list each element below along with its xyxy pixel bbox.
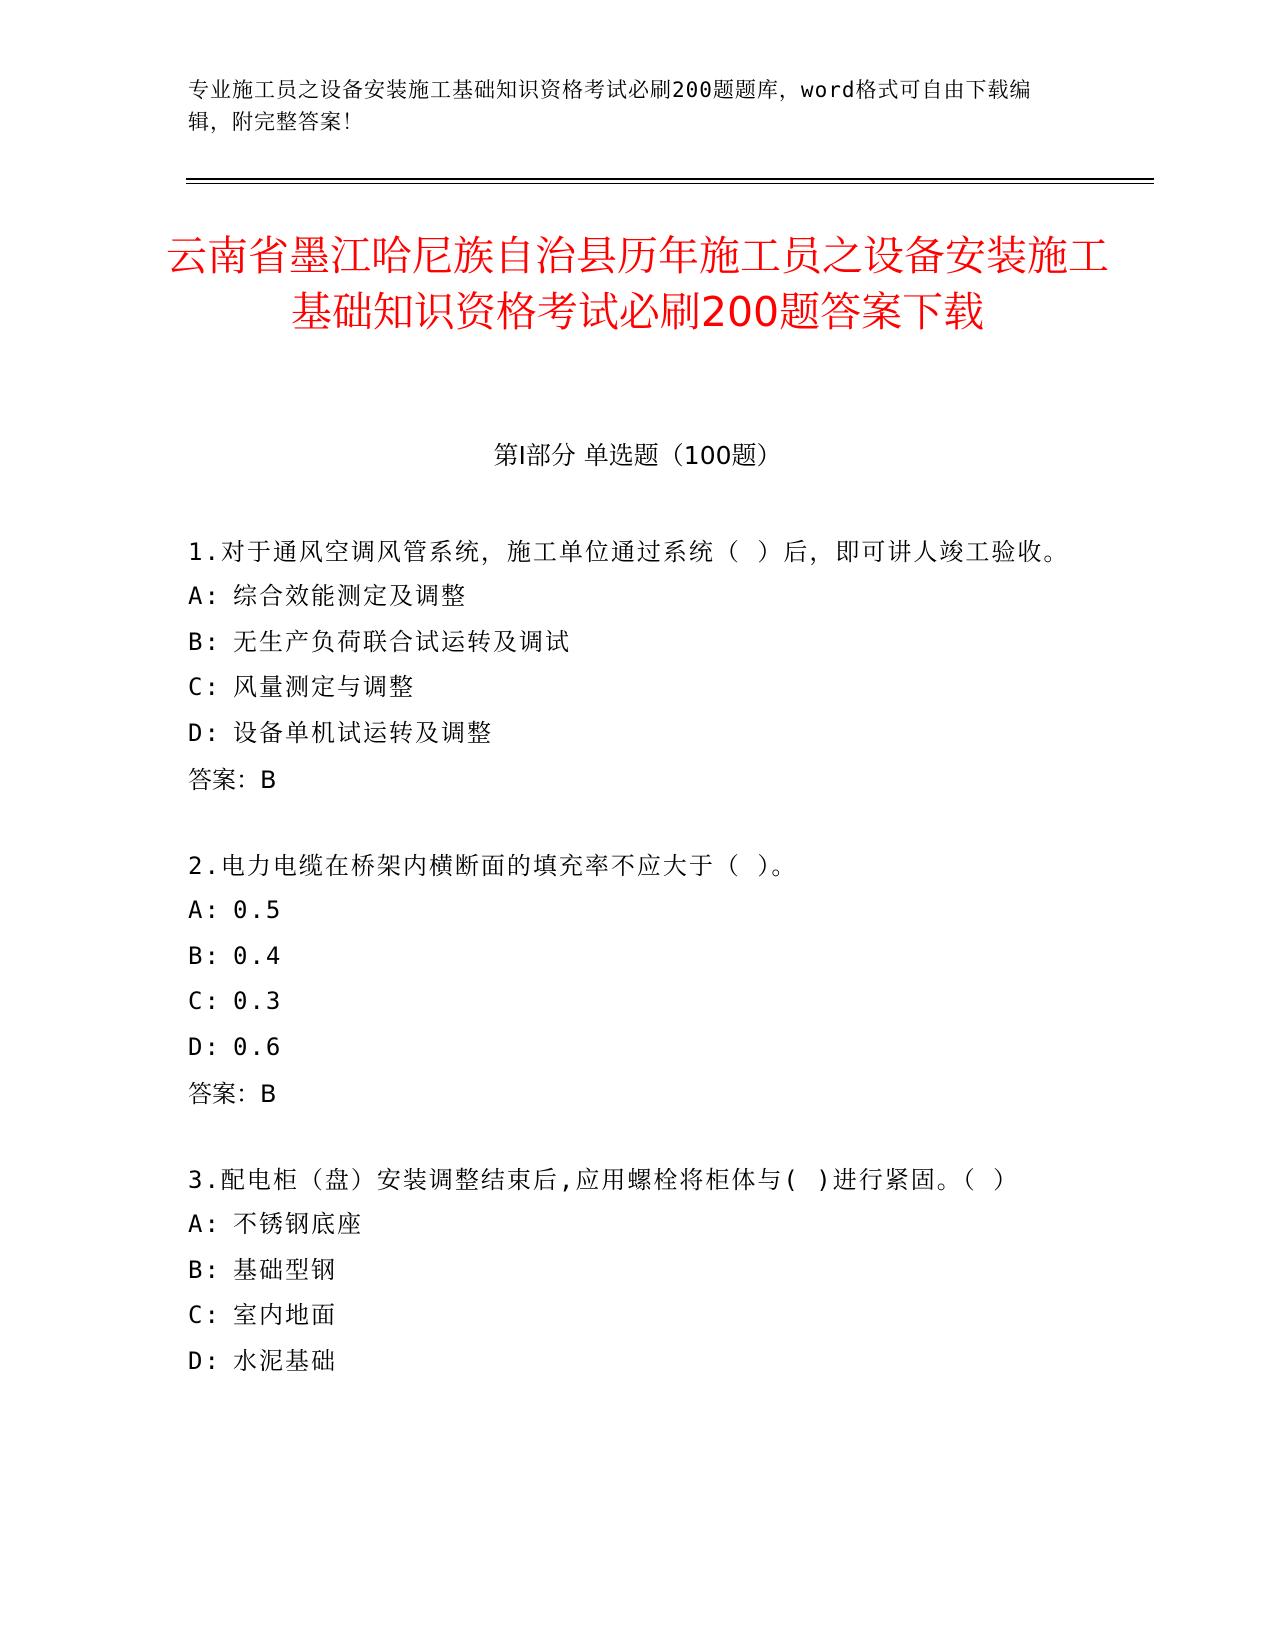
option-b [188, 1248, 1088, 1294]
question-list [188, 530, 1088, 1424]
question-3 [188, 1158, 1088, 1384]
header-rule-thin [186, 183, 1154, 184]
option-text: 风量测定与调整 [233, 673, 415, 701]
option-c [188, 1293, 1088, 1339]
option-key: D: [188, 1032, 221, 1061]
option-text: 设备单机试运转及调整 [233, 718, 493, 747]
option-text: 0.4 [233, 941, 283, 970]
option-text: 0.6 [233, 1032, 283, 1061]
option-text: 基础型钢 [233, 1255, 337, 1284]
option-key: A: [188, 896, 221, 924]
option-text: 不锈钢底座 [233, 1210, 363, 1238]
option-d [188, 1025, 1088, 1071]
option-key: D: [188, 718, 221, 747]
option-text: 无生产负荷联合试运转及调试 [233, 627, 571, 656]
option-key: A: [188, 582, 221, 610]
question-1 [188, 530, 1088, 804]
header-note: 专业施工员之设备安装施工基础知识资格考试必刷200题题库，word格式可自由下载编辑，附完整答案！ [188, 78, 1032, 134]
option-key: B: [188, 1255, 221, 1284]
option-a [188, 574, 1088, 620]
option-text: 综合效能测定及调整 [233, 582, 467, 610]
option-b [188, 620, 1088, 666]
option-key: B: [188, 941, 221, 970]
option-key: A: [188, 1210, 221, 1238]
option-d [188, 1339, 1088, 1385]
section-heading: 第I部分 单选题（100题） [493, 441, 782, 470]
option-b [188, 934, 1088, 980]
option-text: 水泥基础 [233, 1346, 337, 1375]
option-key: D: [188, 1346, 221, 1375]
option-d [188, 711, 1088, 757]
answer-line: 答案：B [188, 1080, 277, 1108]
question-stem: 1.对于通风空调风管系统，施工单位通过系统（ ）后，即可讲人竣工验收。 [188, 538, 1070, 566]
option-a [188, 1202, 1088, 1248]
option-text: 0.5 [233, 896, 283, 924]
option-key: C: [188, 987, 221, 1015]
option-a [188, 888, 1088, 934]
question-2 [188, 844, 1088, 1118]
option-key: C: [188, 673, 221, 701]
answer-line: 答案：B [188, 766, 277, 794]
option-key: C: [188, 1301, 221, 1329]
option-text: 0.3 [233, 987, 283, 1015]
option-text: 室内地面 [233, 1301, 337, 1329]
option-key: B: [188, 627, 221, 656]
document-title: 云南省墨江哈尼族自治县历年施工员之设备安装施工基础知识资格考试必刷200题答案下载 [166, 232, 1109, 336]
option-c [188, 665, 1088, 711]
option-c [188, 979, 1088, 1025]
question-stem: 3.配电柜（盘）安装调整结束后,应用螺栓将柜体与( )进行紧固。（ ） [188, 1166, 1020, 1194]
header-rule-thick [186, 178, 1154, 180]
question-stem: 2.电力电缆在桥架内横断面的填充率不应大于（ ）。 [188, 852, 798, 880]
